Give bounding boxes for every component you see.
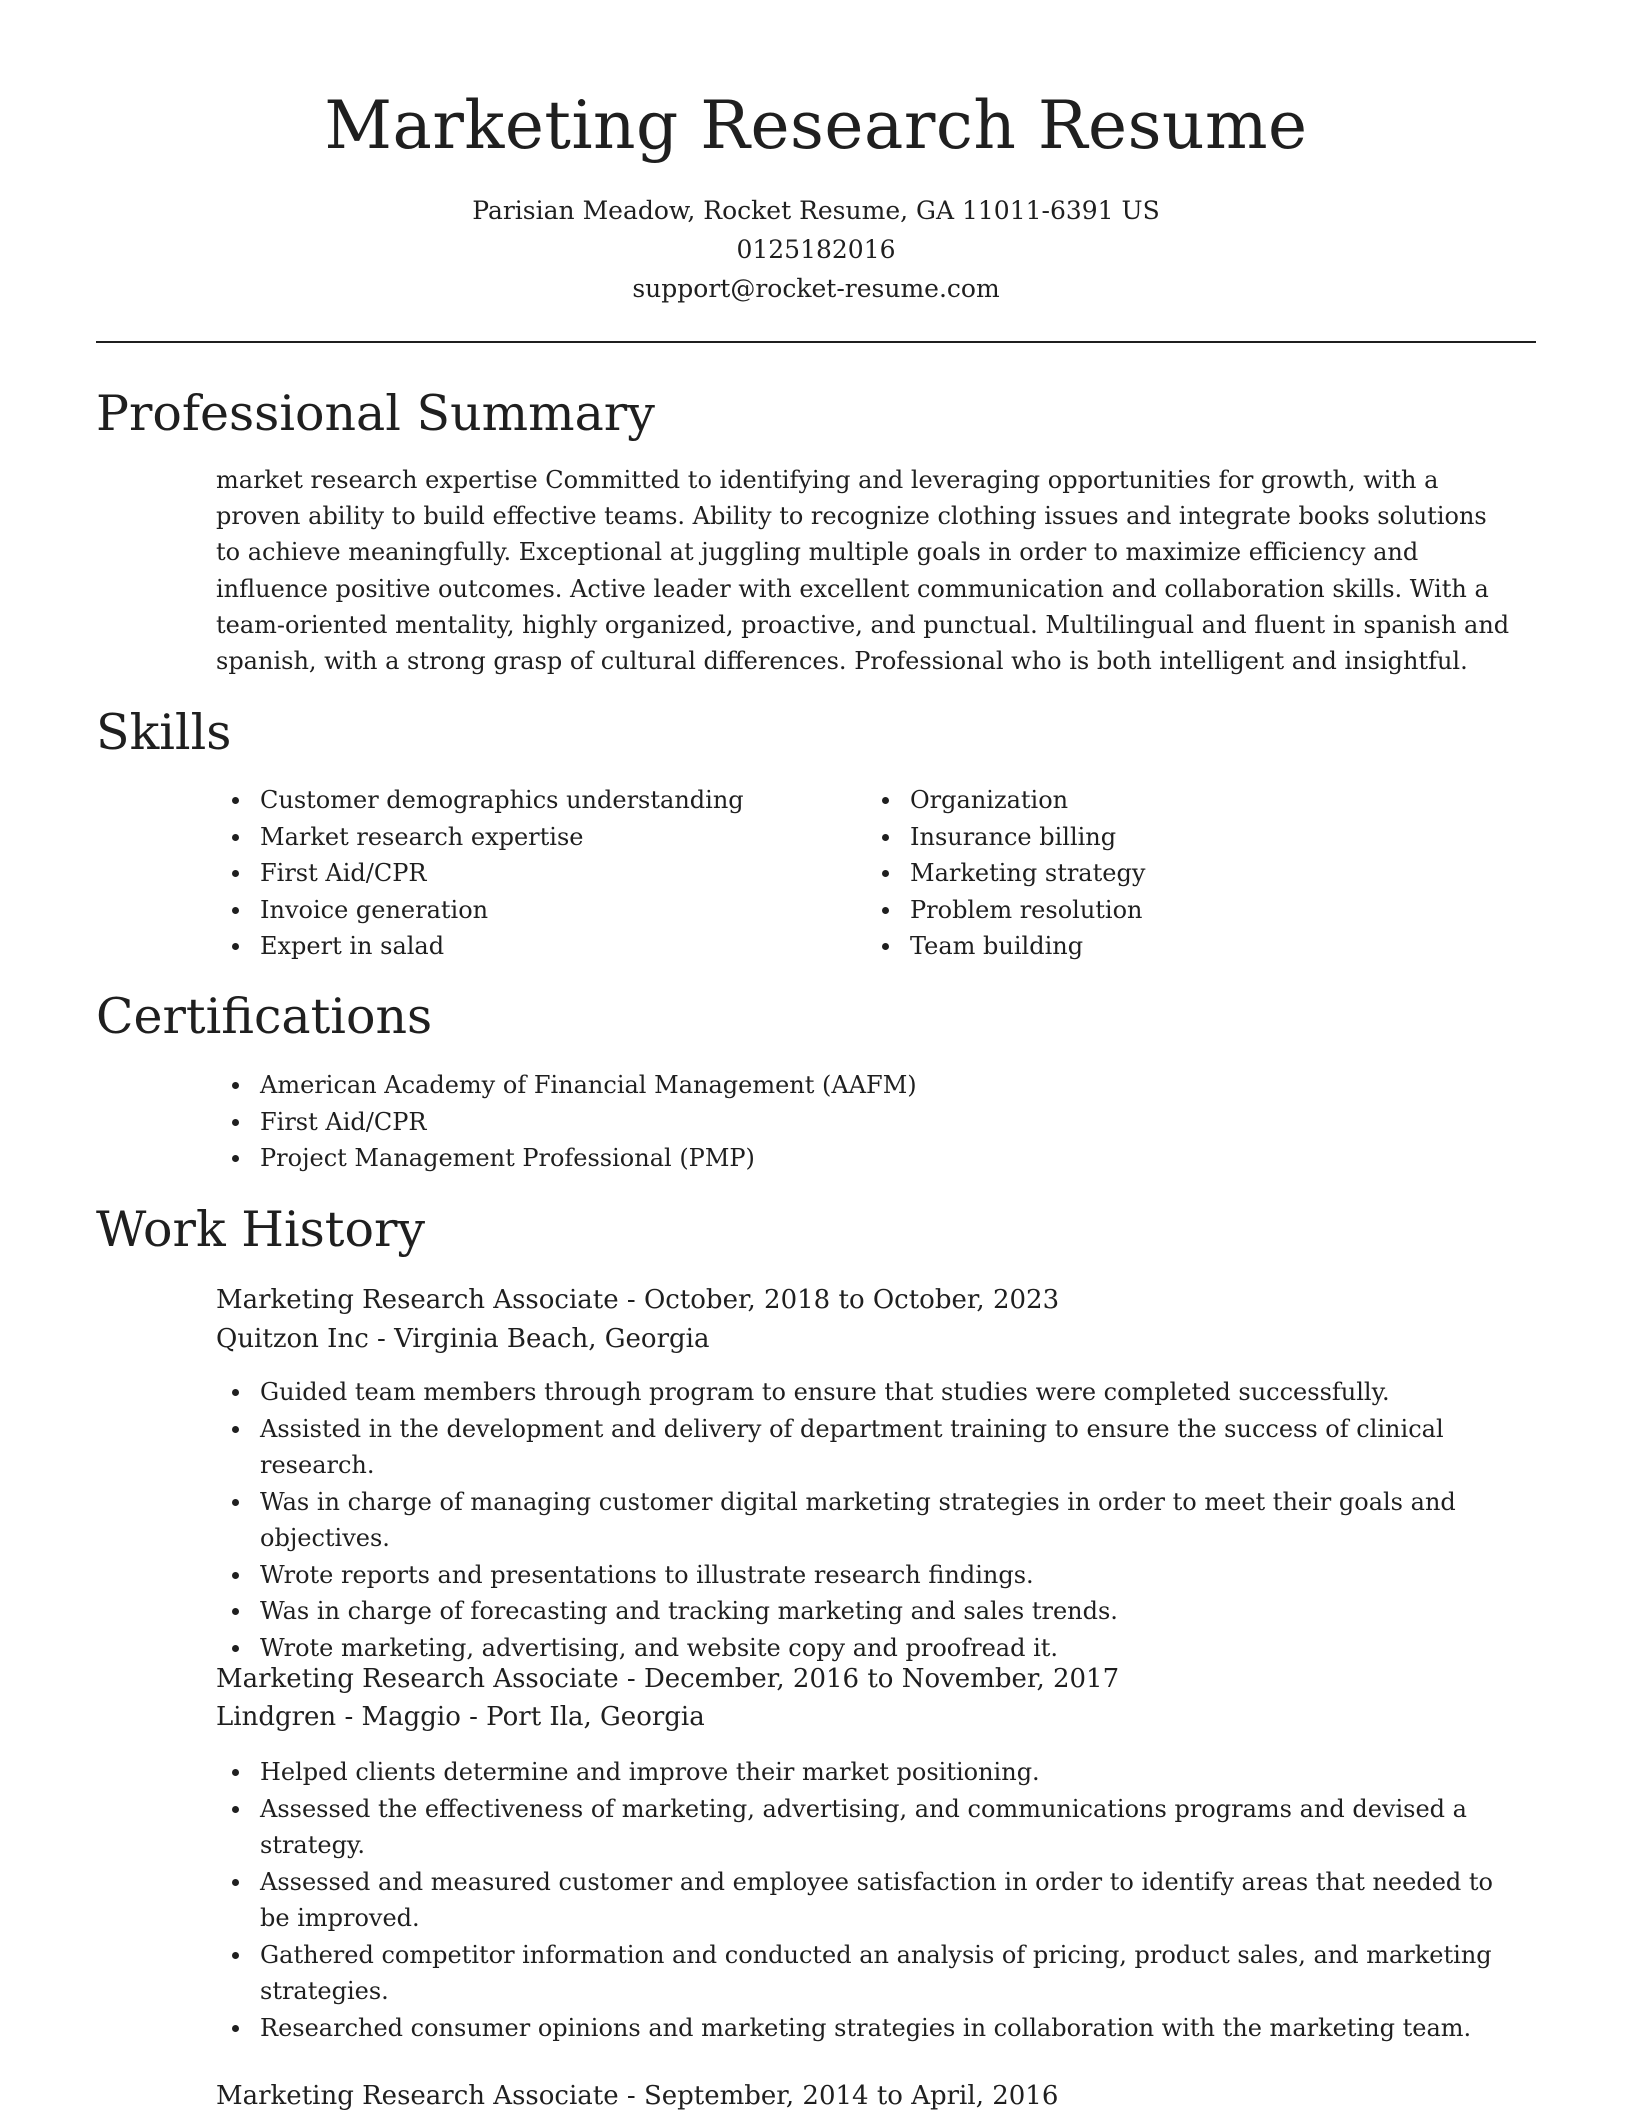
contact-address: Parisian Meadow, Rocket Resume, GA 11011-6391 US [472,196,1160,225]
certification-item: Project Management Professional (PMP) [216,1140,1516,1177]
job-bullets [216,1374,1526,1666]
job-bullet: Assisted in the development and delivery of department training to ensure the success of clinical research. [216,1411,1526,1484]
job-title-line: Marketing Research Associate - October, 2018 to October, 2023 [216,1285,1060,1315]
job-bullet: Was in charge of managing customer digital marketing strategies in order to meet their goals and objectives. [216,1484,1526,1557]
skill-item: Customer demographics understanding [216,782,836,819]
skills-list-right [866,782,1486,965]
job-bullets [216,1754,1526,2046]
skill-item: Market research expertise [216,819,836,856]
skill-item: Problem resolution [866,892,1486,929]
certifications-heading: Certifications [96,988,433,1045]
contact-email: support@rocket-resume.com [632,274,1000,303]
job-title-line: Marketing Research Associate - September, 2014 to April, 2016 [216,2081,1059,2111]
skills-heading: Skills [96,704,232,761]
job-bullet: Wrote reports and presentations to illustrate research findings. [216,1557,1526,1594]
skill-item: Organization [866,782,1486,819]
contact-phone: 0125182016 [736,235,896,264]
job-bullet: Helped clients determine and improve their market positioning. [216,1754,1526,1791]
job-bullet: Researched consumer opinions and marketing strategies in collaboration with the marketing team. [216,2010,1526,2047]
job-title-line: Marketing Research Associate - December, 2016 to November, 2017 [216,1664,1120,1694]
skill-item: Insurance billing [866,819,1486,856]
certification-item: American Academy of Financial Management (AAFM) [216,1067,1516,1104]
summary-text: market research expertise Committed to identifying and leveraging opportunities for growth, with a proven ability to build effective teams. Ability to recognize clothing issues and integrate books solutions to achieve meaningfully. Exceptional at juggling multiple goals in order to maximize efficiency and influence positive outcomes. Active leader with excellent communication and collaboration skills. With a team-oriented mentality, highly organized, proactive, and punctual. Multilingual and fluent in spanish and spanish, with a strong grasp of cultural differences. Professional who is both intelligent and insightful. [216,466,1510,676]
skill-item: Expert in salad [216,928,836,965]
job-company-line: Quitzon Inc - Virginia Beach, Georgia [216,1324,710,1354]
summary-heading: Professional Summary [96,385,655,442]
skill-item: Invoice generation [216,892,836,929]
skills-list-left [216,782,836,965]
contact-block [0,191,1632,308]
job-company-line: Lindgren - Maggio - Port Ila, Georgia [216,1702,705,1732]
certification-item: First Aid/CPR [216,1104,1516,1141]
skill-item: Marketing strategy [866,855,1486,892]
skill-item: Team building [866,928,1486,965]
job-bullet: Was in charge of forecasting and tracking marketing and sales trends. [216,1593,1526,1630]
skill-item: First Aid/CPR [216,855,836,892]
resume-title: Marketing Research Resume [324,87,1308,164]
job-bullet: Assessed and measured customer and employee satisfaction in order to identify areas that needed to be improved. [216,1864,1526,1937]
work-history-heading: Work History [96,1201,426,1258]
job-bullet: Wrote marketing, advertising, and website copy and proofread it. [216,1630,1526,1667]
job-bullet: Guided team members through program to ensure that studies were completed successfully. [216,1374,1526,1411]
certifications-list [216,1067,1516,1177]
header-divider [96,341,1536,343]
job-bullet: Assessed the effectiveness of marketing, advertising, and communications programs and devised a strategy. [216,1791,1526,1864]
job-bullet: Gathered competitor information and conducted an analysis of pricing, product sales, and marketing strategies. [216,1937,1526,2010]
